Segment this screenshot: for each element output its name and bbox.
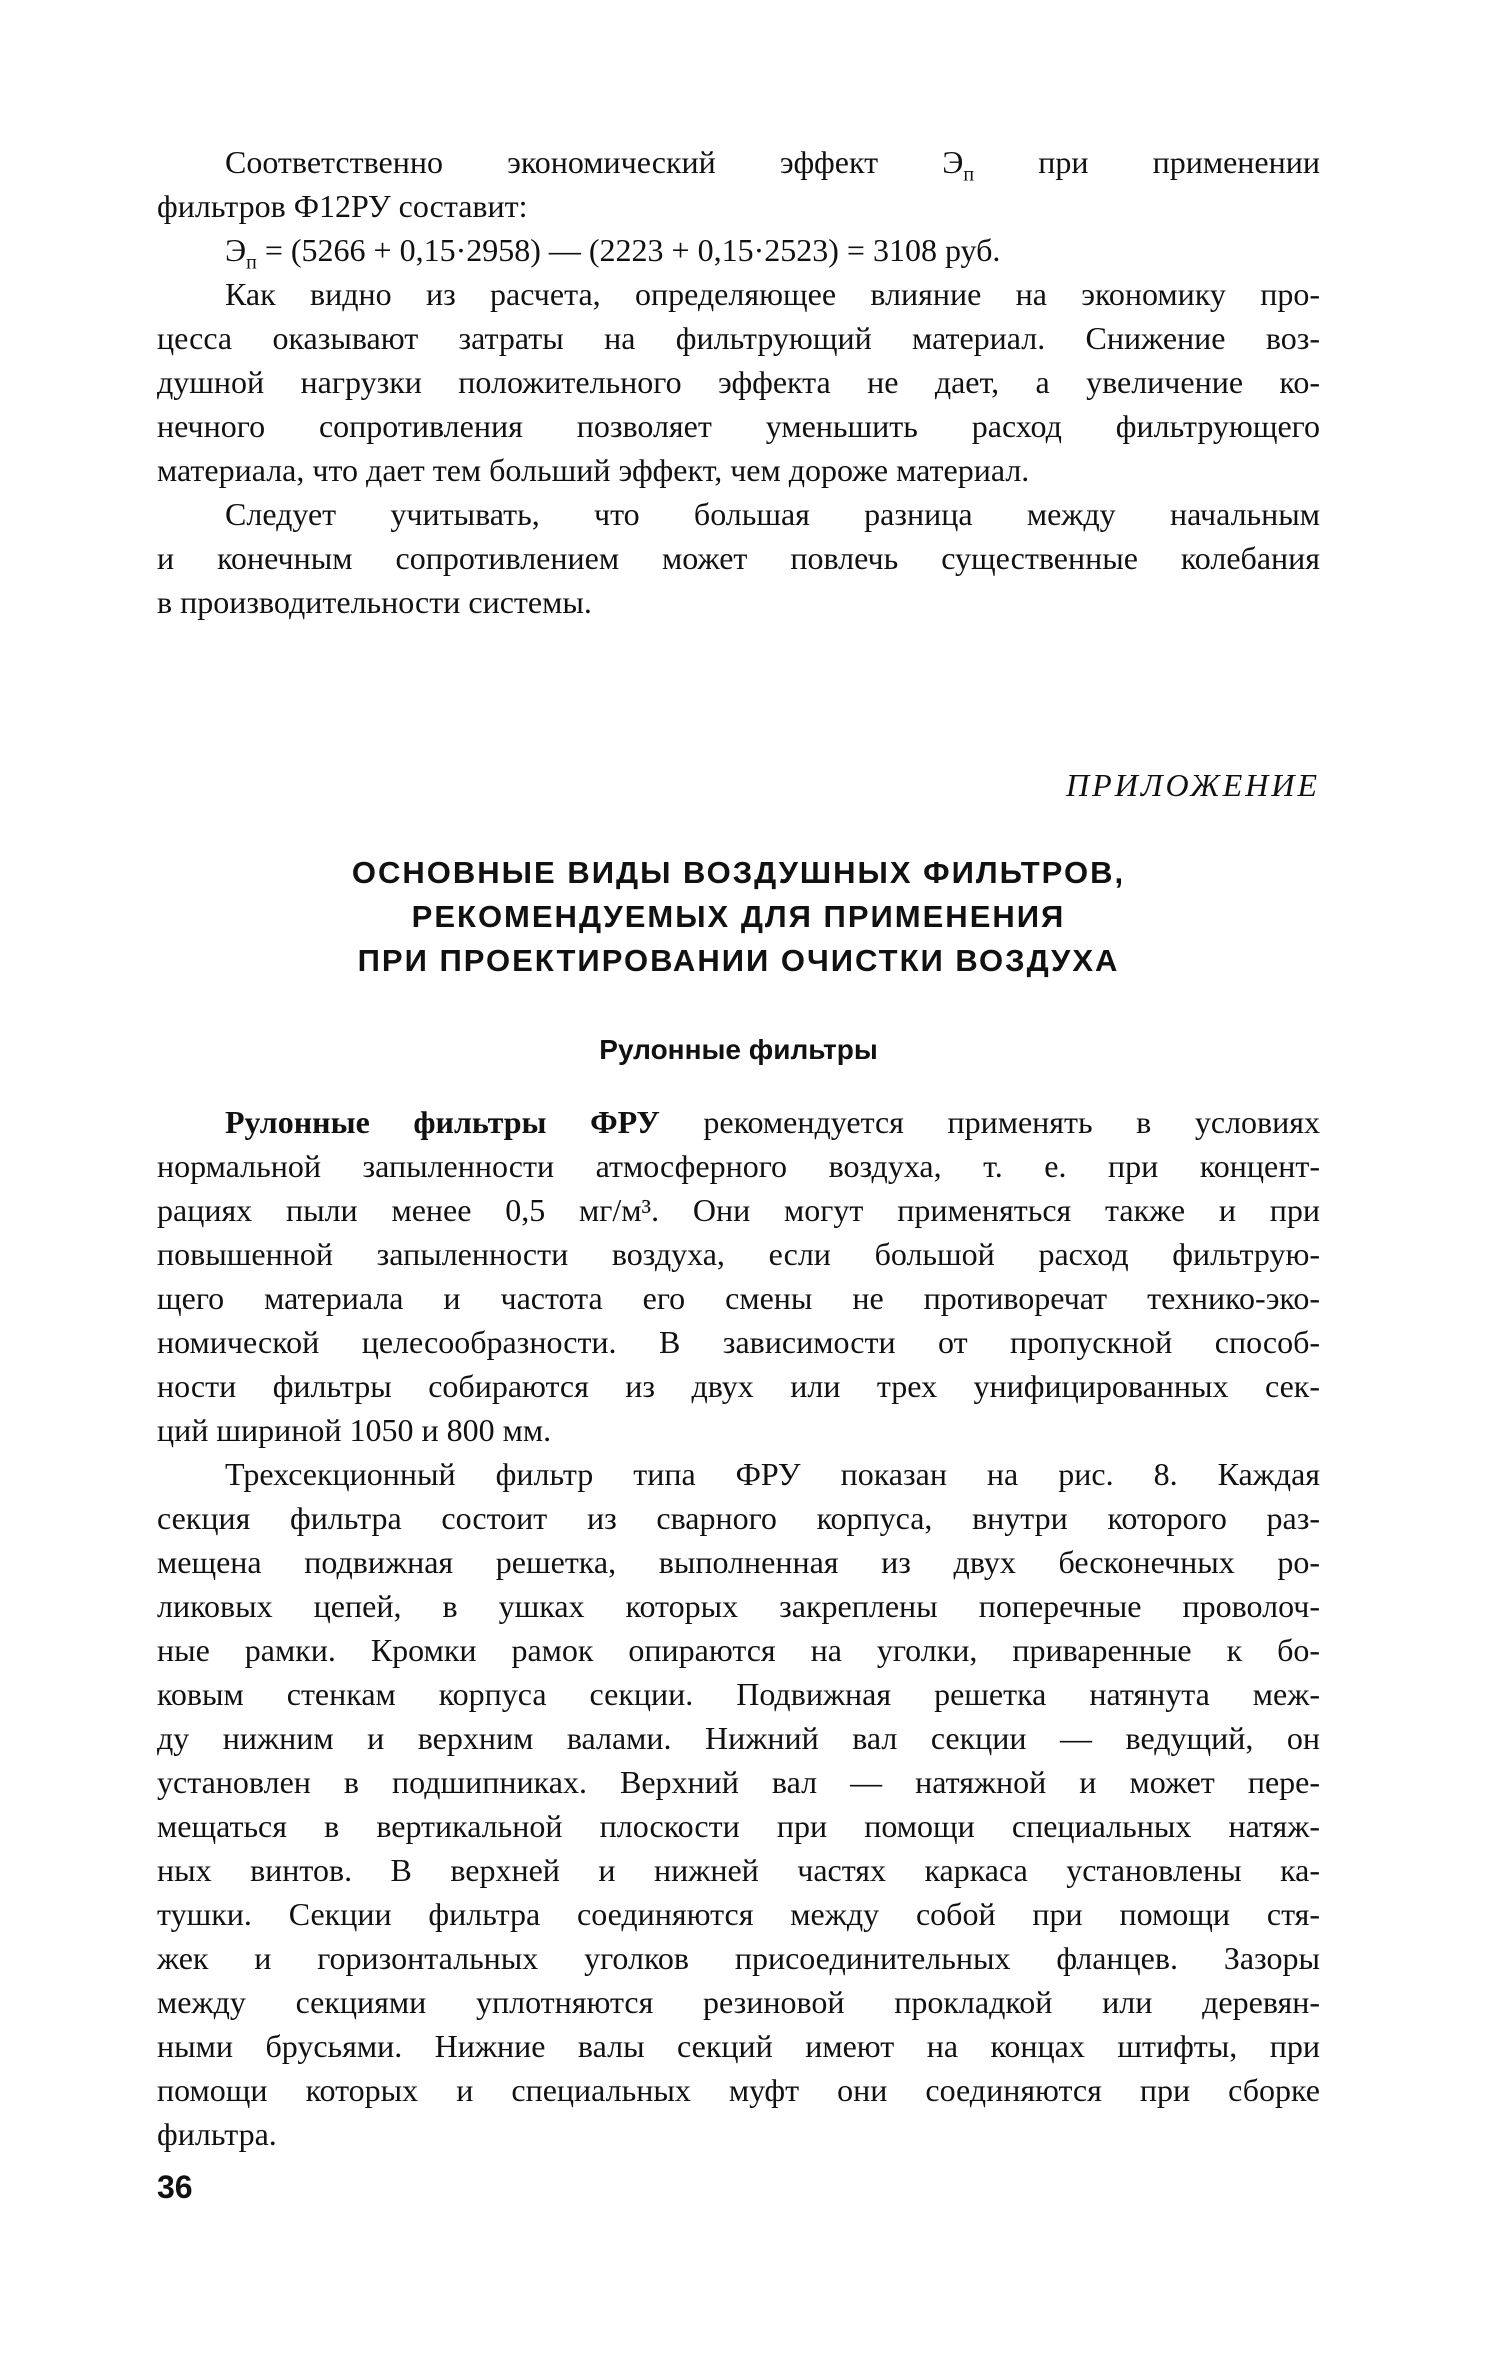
formula (157, 228, 1320, 272)
text-line: рациях пыли менее 0,5 мг/м³. Они могут применяться также и при (157, 1192, 1320, 1228)
text-line: тушки. Секции фильтра соединяются между собой при помощи стя- (157, 1896, 1320, 1932)
paragraph (157, 272, 1320, 492)
paragraph (157, 492, 1320, 624)
text-line: номической целесообразности. В зависимости от пропускной способ- (157, 1324, 1320, 1360)
text-line: и конечным сопротивлением может повлечь существенные колебания (157, 540, 1320, 576)
text-line: щего материала и частота его смены не противоречат технико-эко- (157, 1280, 1320, 1316)
text-line: секция фильтра состоит из сварного корпуса, внутри которого раз- (157, 1500, 1320, 1536)
text-line: Следует учитывать, что большая разница между начальным (225, 496, 1320, 532)
text-line: Как видно из расчета, определяющее влияние на экономику про- (225, 276, 1320, 312)
text-line: жек и горизонтальных уголков присоединительных фланцев. Зазоры (157, 1940, 1320, 1976)
text-line: нормальной запыленности атмосферного воздуха, т. е. при концент- (157, 1148, 1320, 1184)
bottom-text-section (157, 1100, 1320, 2156)
text: Э (225, 232, 247, 268)
text-line (157, 1100, 1320, 1144)
heading-line: ПРИ ПРОЕКТИРОВАНИИ ОЧИСТКИ ВОЗДУХА (357, 943, 1120, 978)
bold-term: Рулонные фильтры ФРУ (225, 1104, 660, 1140)
text: рекомендуется применять в условиях (659, 1104, 1321, 1140)
paragraph (157, 1100, 1320, 1452)
text-line: ных винтов. В верхней и нижней частях каркаса установлены ка- (157, 1852, 1320, 1888)
text-line: фильтров Ф12РУ составит: (157, 188, 528, 224)
text: = (5266 + 0,15·2958) — (2223 + 0,15·2523) = 3108 руб. (256, 232, 1001, 268)
text-line: повышенной запыленности воздуха, если большой расход фильтрую- (157, 1236, 1320, 1272)
text-line: материала, что дает тем больший эффект, чем дороже материал. (157, 452, 1030, 488)
top-text-section (157, 140, 1320, 624)
subscript: п (963, 163, 975, 186)
heading-line: РЕКОМЕНДУЕМЫХ ДЛЯ ПРИМЕНЕНИЯ (411, 899, 1066, 934)
text-line (157, 228, 1320, 272)
text: при применении (974, 144, 1321, 180)
paragraph (157, 140, 1320, 228)
text-line: ковым стенкам корпуса секции. Подвижная решетка натянута меж- (157, 1676, 1320, 1712)
text-line: в производительности системы. (157, 584, 592, 620)
subscript: п (246, 251, 257, 274)
text-line: мещаться в вертикальной плоскости при помощи специальных натяж- (157, 1808, 1320, 1844)
text: Соответственно экономический эффект Э (225, 144, 964, 180)
text-line: ликовых цепей, в ушках которых закреплены поперечные проволоч- (157, 1588, 1320, 1624)
text-line: цесса оказывают затраты на фильтрующий материал. Снижение воз- (157, 320, 1320, 356)
text-line: фильтра. (157, 2116, 277, 2152)
heading-line: ОСНОВНЫЕ ВИДЫ ВОЗДУШНЫХ ФИЛЬТРОВ, (351, 855, 1126, 890)
text-line (157, 140, 1320, 184)
paragraph (157, 1452, 1320, 2156)
text-line: ду нижним и верхним валами. Нижний вал секции — ведущий, он (157, 1720, 1320, 1756)
text-line: мещена подвижная решетка, выполненная из двух бесконечных ро- (157, 1544, 1320, 1580)
text-line: установлен в подшипниках. Верхний вал — натяжной и может пере- (157, 1764, 1320, 1800)
text-line: душной нагрузки положительного эффекта не дает, а увеличение ко- (157, 364, 1320, 400)
text-line: между секциями уплотняются резиновой прокладкой или деревян- (157, 1984, 1320, 2020)
appendix-label: ПРИЛОЖЕНИЕ (1066, 767, 1320, 803)
appendix-heading (157, 851, 1320, 983)
text-line: помощи которых и специальных муфт они соединяются при сборке (157, 2072, 1320, 2108)
text-line: нечного сопротивления позволяет уменьшить расход фильтрующего (157, 408, 1320, 444)
section-subheading: Рулонные фильтры (599, 1034, 878, 1065)
page-number: 36 (157, 2169, 193, 2205)
text-line: Трехсекционный фильтр типа ФРУ показан на рис. 8. Каждая (225, 1456, 1320, 1492)
text-line: ций шириной 1050 и 800 мм. (157, 1412, 552, 1448)
text-line: ными брусьями. Нижние валы секций имеют на концах штифты, при (157, 2028, 1320, 2064)
text-line: ности фильтры собираются из двух или трех унифицированных сек- (157, 1368, 1320, 1404)
text-line: ные рамки. Кромки рамок опираются на уголки, приваренные к бо- (157, 1632, 1320, 1668)
